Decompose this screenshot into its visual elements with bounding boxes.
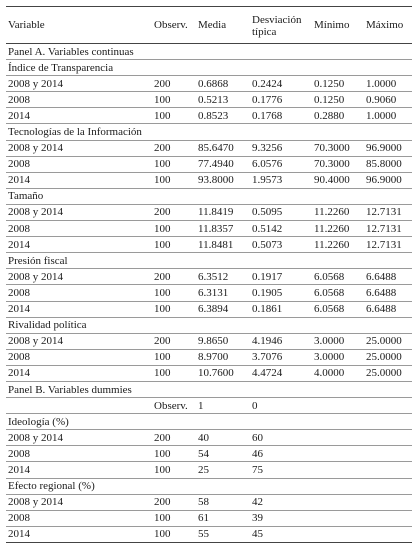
table-row bbox=[6, 365, 412, 381]
period-cell: 2014 bbox=[6, 462, 152, 478]
observ-cell: 200 bbox=[152, 430, 196, 446]
observ-cell: 100 bbox=[152, 462, 196, 478]
subheader-cell: 1 bbox=[196, 398, 250, 414]
table-row bbox=[6, 140, 412, 156]
minimo-cell: 6.0568 bbox=[312, 285, 364, 301]
media-cell: 77.4940 bbox=[196, 156, 250, 172]
header-media: Media bbox=[196, 7, 250, 44]
period-cell: 2014 bbox=[6, 365, 152, 381]
observ-cell: 200 bbox=[152, 269, 196, 285]
group-title-row bbox=[6, 124, 412, 140]
maximo-cell: 12.7131 bbox=[364, 237, 412, 253]
media-cell: 11.8357 bbox=[196, 221, 250, 237]
period-cell: 2008 bbox=[6, 349, 152, 365]
minimo-cell: 0.2880 bbox=[312, 108, 364, 124]
period-cell: 2014 bbox=[6, 172, 152, 188]
period-cell: 2008 bbox=[6, 285, 152, 301]
table-row bbox=[6, 333, 412, 349]
media-cell: 55 bbox=[196, 526, 250, 542]
media-cell: 0.8523 bbox=[196, 108, 250, 124]
desviacion-cell: 60 bbox=[250, 430, 312, 446]
observ-cell: 100 bbox=[152, 365, 196, 381]
desviacion-cell: 4.1946 bbox=[250, 333, 312, 349]
observ-cell: 100 bbox=[152, 285, 196, 301]
maximo-cell bbox=[364, 494, 412, 510]
maximo-cell: 1.0000 bbox=[364, 108, 412, 124]
group-title-row bbox=[6, 478, 412, 494]
table-row bbox=[6, 526, 412, 542]
desviacion-cell: 45 bbox=[250, 526, 312, 542]
group-title: Tamaño bbox=[6, 188, 412, 204]
media-cell: 0.6868 bbox=[196, 76, 250, 92]
group-title-row bbox=[6, 253, 412, 269]
group-title: Ideología (%) bbox=[6, 414, 412, 430]
minimo-cell: 11.2260 bbox=[312, 221, 364, 237]
observ-cell: 100 bbox=[152, 156, 196, 172]
desviacion-cell: 1.9573 bbox=[250, 172, 312, 188]
table-row bbox=[6, 92, 412, 108]
table-row bbox=[6, 156, 412, 172]
desviacion-cell: 0.1768 bbox=[250, 108, 312, 124]
desviacion-cell: 0.5142 bbox=[250, 221, 312, 237]
maximo-cell: 12.7131 bbox=[364, 204, 412, 220]
observ-cell: 100 bbox=[152, 92, 196, 108]
minimo-cell bbox=[312, 526, 364, 542]
period-cell: 2008 y 2014 bbox=[6, 430, 152, 446]
maximo-cell bbox=[364, 446, 412, 462]
table-body bbox=[6, 44, 412, 543]
subheader-cell bbox=[312, 398, 364, 414]
minimo-cell: 3.0000 bbox=[312, 333, 364, 349]
header-maximo: Máximo bbox=[364, 7, 412, 44]
table-row bbox=[6, 510, 412, 526]
minimo-cell: 11.2260 bbox=[312, 237, 364, 253]
period-cell: 2014 bbox=[6, 108, 152, 124]
minimo-cell: 90.4000 bbox=[312, 172, 364, 188]
minimo-cell bbox=[312, 494, 364, 510]
maximo-cell: 12.7131 bbox=[364, 221, 412, 237]
minimo-cell: 70.3000 bbox=[312, 156, 364, 172]
header-desviacion-line1: Desviación bbox=[252, 14, 302, 26]
maximo-cell: 6.6488 bbox=[364, 301, 412, 317]
table-row bbox=[6, 301, 412, 317]
panel-title: Panel A. Variables continuas bbox=[6, 44, 412, 60]
period-cell: 2008 bbox=[6, 446, 152, 462]
maximo-cell: 25.0000 bbox=[364, 365, 412, 381]
subheader-cell: 0 bbox=[250, 398, 312, 414]
period-cell: 2008 bbox=[6, 221, 152, 237]
group-title-row bbox=[6, 414, 412, 430]
table-header-row bbox=[6, 7, 412, 44]
minimo-cell: 70.3000 bbox=[312, 140, 364, 156]
group-title: Efecto regional (%) bbox=[6, 478, 412, 494]
media-cell: 6.3512 bbox=[196, 269, 250, 285]
panel-title-row bbox=[6, 44, 412, 60]
group-title-row bbox=[6, 188, 412, 204]
group-title: Tecnologías de la Información bbox=[6, 124, 412, 140]
desviacion-cell: 42 bbox=[250, 494, 312, 510]
table-row bbox=[6, 76, 412, 92]
maximo-cell: 96.9000 bbox=[364, 140, 412, 156]
panel-title-row bbox=[6, 381, 412, 397]
minimo-cell bbox=[312, 446, 364, 462]
minimo-cell: 6.0568 bbox=[312, 269, 364, 285]
media-cell: 40 bbox=[196, 430, 250, 446]
period-cell: 2008 y 2014 bbox=[6, 494, 152, 510]
header-variable: Variable bbox=[6, 7, 152, 44]
table-row bbox=[6, 269, 412, 285]
maximo-cell: 85.8000 bbox=[364, 156, 412, 172]
maximo-cell bbox=[364, 430, 412, 446]
period-cell: 2008 bbox=[6, 156, 152, 172]
observ-cell: 200 bbox=[152, 140, 196, 156]
subheader-cell bbox=[6, 398, 152, 414]
maximo-cell: 0.9060 bbox=[364, 92, 412, 108]
table-row bbox=[6, 237, 412, 253]
observ-cell: 100 bbox=[152, 108, 196, 124]
subheader-cell: Observ. bbox=[152, 398, 196, 414]
period-cell: 2008 y 2014 bbox=[6, 140, 152, 156]
media-cell: 11.8481 bbox=[196, 237, 250, 253]
media-cell: 85.6470 bbox=[196, 140, 250, 156]
observ-cell: 200 bbox=[152, 76, 196, 92]
observ-cell: 200 bbox=[152, 333, 196, 349]
desviacion-cell: 39 bbox=[250, 510, 312, 526]
period-cell: 2008 y 2014 bbox=[6, 204, 152, 220]
header-observ: Observ. bbox=[152, 7, 196, 44]
desviacion-cell: 4.4724 bbox=[250, 365, 312, 381]
observ-cell: 200 bbox=[152, 204, 196, 220]
header-minimo: Mínimo bbox=[312, 7, 364, 44]
table-row bbox=[6, 108, 412, 124]
maximo-cell bbox=[364, 526, 412, 542]
media-cell: 10.7600 bbox=[196, 365, 250, 381]
desviacion-cell: 0.5095 bbox=[250, 204, 312, 220]
media-cell: 6.3894 bbox=[196, 301, 250, 317]
desviacion-cell: 0.1905 bbox=[250, 285, 312, 301]
media-cell: 93.8000 bbox=[196, 172, 250, 188]
subheader-cell bbox=[364, 398, 412, 414]
media-cell: 54 bbox=[196, 446, 250, 462]
maximo-cell: 25.0000 bbox=[364, 333, 412, 349]
maximo-cell: 96.9000 bbox=[364, 172, 412, 188]
observ-cell: 100 bbox=[152, 526, 196, 542]
table-row bbox=[6, 430, 412, 446]
observ-cell: 100 bbox=[152, 301, 196, 317]
panel-subheader-row bbox=[6, 398, 412, 414]
period-cell: 2014 bbox=[6, 301, 152, 317]
minimo-cell: 11.2260 bbox=[312, 204, 364, 220]
period-cell: 2008 bbox=[6, 510, 152, 526]
minimo-cell: 6.0568 bbox=[312, 301, 364, 317]
observ-cell: 100 bbox=[152, 510, 196, 526]
observ-cell: 100 bbox=[152, 349, 196, 365]
media-cell: 61 bbox=[196, 510, 250, 526]
maximo-cell bbox=[364, 462, 412, 478]
period-cell: 2014 bbox=[6, 237, 152, 253]
table-row bbox=[6, 446, 412, 462]
desviacion-cell: 0.1861 bbox=[250, 301, 312, 317]
desviacion-cell: 0.1917 bbox=[250, 269, 312, 285]
minimo-cell bbox=[312, 430, 364, 446]
minimo-cell: 4.0000 bbox=[312, 365, 364, 381]
group-title-row bbox=[6, 317, 412, 333]
period-cell: 2008 y 2014 bbox=[6, 269, 152, 285]
table-row bbox=[6, 221, 412, 237]
desviacion-cell: 46 bbox=[250, 446, 312, 462]
maximo-cell bbox=[364, 510, 412, 526]
group-title-row bbox=[6, 60, 412, 76]
desviacion-cell: 3.7076 bbox=[250, 349, 312, 365]
minimo-cell bbox=[312, 462, 364, 478]
media-cell: 11.8419 bbox=[196, 204, 250, 220]
panel-title: Panel B. Variables dummies bbox=[6, 381, 412, 397]
observ-cell: 100 bbox=[152, 237, 196, 253]
group-title: Rivalidad política bbox=[6, 317, 412, 333]
desviacion-cell: 0.2424 bbox=[250, 76, 312, 92]
period-cell: 2008 y 2014 bbox=[6, 76, 152, 92]
media-cell: 58 bbox=[196, 494, 250, 510]
media-cell: 8.9700 bbox=[196, 349, 250, 365]
table-row bbox=[6, 349, 412, 365]
header-desviacion bbox=[250, 7, 312, 44]
media-cell: 6.3131 bbox=[196, 285, 250, 301]
maximo-cell: 6.6488 bbox=[364, 285, 412, 301]
observ-cell: 100 bbox=[152, 221, 196, 237]
maximo-cell: 1.0000 bbox=[364, 76, 412, 92]
period-cell: 2008 bbox=[6, 92, 152, 108]
minimo-cell: 0.1250 bbox=[312, 92, 364, 108]
desviacion-cell: 6.0576 bbox=[250, 156, 312, 172]
minimo-cell: 0.1250 bbox=[312, 76, 364, 92]
descriptive-statistics-table bbox=[6, 6, 412, 543]
desviacion-cell: 0.5073 bbox=[250, 237, 312, 253]
media-cell: 9.8650 bbox=[196, 333, 250, 349]
minimo-cell: 3.0000 bbox=[312, 349, 364, 365]
minimo-cell bbox=[312, 510, 364, 526]
observ-cell: 100 bbox=[152, 172, 196, 188]
maximo-cell: 25.0000 bbox=[364, 349, 412, 365]
desviacion-cell: 75 bbox=[250, 462, 312, 478]
period-cell: 2008 y 2014 bbox=[6, 333, 152, 349]
table-row bbox=[6, 204, 412, 220]
desviacion-cell: 9.3256 bbox=[250, 140, 312, 156]
table-row bbox=[6, 172, 412, 188]
table-row bbox=[6, 462, 412, 478]
group-title: Presión fiscal bbox=[6, 253, 412, 269]
media-cell: 0.5213 bbox=[196, 92, 250, 108]
media-cell: 25 bbox=[196, 462, 250, 478]
observ-cell: 200 bbox=[152, 494, 196, 510]
maximo-cell: 6.6488 bbox=[364, 269, 412, 285]
table-row bbox=[6, 494, 412, 510]
period-cell: 2014 bbox=[6, 526, 152, 542]
group-title: Índice de Transparencia bbox=[6, 60, 412, 76]
desviacion-cell: 0.1776 bbox=[250, 92, 312, 108]
header-desviacion-line2: típica bbox=[252, 26, 277, 38]
observ-cell: 100 bbox=[152, 446, 196, 462]
table-row bbox=[6, 285, 412, 301]
